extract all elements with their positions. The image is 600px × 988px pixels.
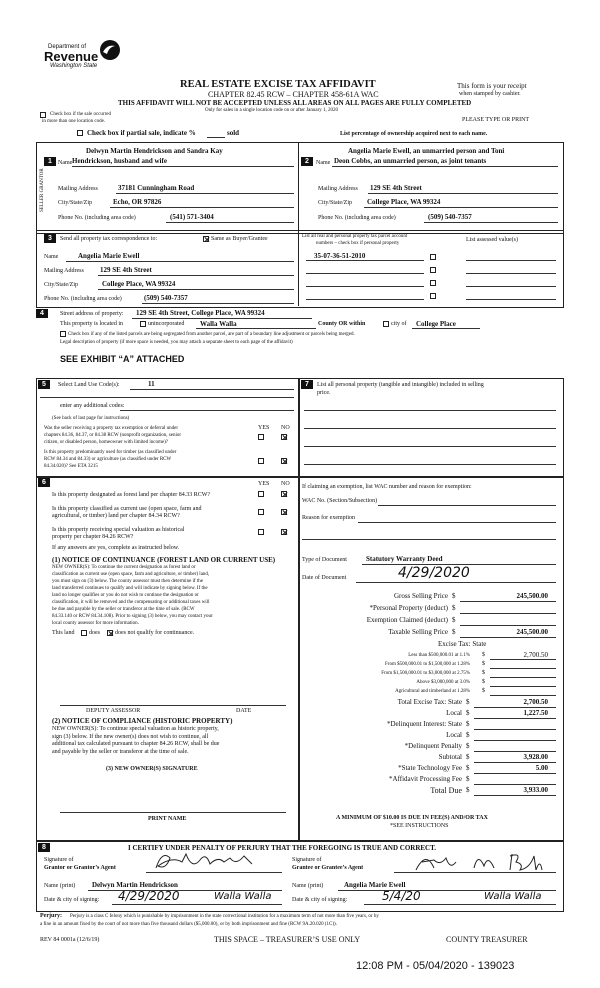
land-use-code[interactable]: 11 bbox=[148, 380, 155, 388]
tax-row-label: Taxable Selling Price bbox=[388, 628, 448, 636]
rev-number: REV 84 0001a (12/6/19) bbox=[40, 937, 100, 943]
section-6-number: 6 bbox=[38, 478, 50, 487]
grantee-print-name[interactable]: Angelia Marie Ewell bbox=[344, 881, 406, 889]
grantee-agent-label: Grantee or Grantee’s Agent bbox=[292, 865, 364, 871]
tax-total-label: Local bbox=[446, 709, 462, 717]
form-warning: THIS AFFIDAVIT WILL NOT BE ACCEPTED UNLESS ALL AREAS ON ALL PAGES ARE FULLY COMPLETED bbox=[118, 99, 472, 107]
buyer-name-label: Name bbox=[316, 160, 331, 166]
parcel-header1: List all real and personal property tax parcel account bbox=[302, 234, 408, 239]
parcel-personal-checkbox-2[interactable] bbox=[430, 267, 436, 273]
tax-total-dollar: $ bbox=[466, 709, 470, 717]
personal-property-label2: price. bbox=[317, 390, 331, 396]
grantor-agent-label: Grantor or Grantor’s Agent bbox=[44, 865, 116, 871]
buyer-phone-label: Phone No. (including area code) bbox=[318, 215, 396, 221]
notice1-line: classification as current use (open space, farm and agriculture, or timber) land, bbox=[52, 572, 210, 577]
s6-q2b: agricultural, or timber) land per chapter 84.34 RCW? bbox=[52, 513, 180, 519]
form-title: REAL ESTATE EXCISE TAX AFFIDAVIT bbox=[180, 79, 376, 90]
treasurer-only: THIS SPACE – TREASURER’S USE ONLY bbox=[214, 935, 361, 944]
notice1-line: classification, it will be removed and the compensating or additional taxes will bbox=[52, 600, 210, 605]
tax-total-value[interactable]: 5.00 bbox=[535, 764, 548, 772]
grantor-sig-of: Signature of bbox=[44, 857, 74, 863]
tax-total-label: Subtotal bbox=[438, 753, 462, 761]
partial-sale-label: Check box if partial sale, indicate % bbox=[87, 129, 196, 137]
tax-row-dollar: $ bbox=[452, 592, 456, 600]
lu-q1c: citizen, or disabled person, homeowner with limited income)? bbox=[44, 440, 168, 445]
county-treasurer: COUNTY TREASURER bbox=[446, 935, 528, 944]
tax-tier-dollar: $ bbox=[482, 652, 485, 658]
unincorporated-label: unincorporated bbox=[148, 321, 185, 327]
tax-total-dollar: $ bbox=[466, 698, 470, 706]
located-label: This property is located in bbox=[60, 321, 123, 327]
receipt-note1: This form is your receipt bbox=[457, 82, 527, 90]
doc-type-value[interactable]: Statutory Warranty Deed bbox=[366, 555, 443, 563]
notice2-line: sign (3) below. If the new owner(s) does not wish to continue, all bbox=[52, 733, 209, 740]
tax-total-dollar: $ bbox=[466, 775, 470, 783]
s6-q1: Is this property designated as forest land per chapter 84.33 RCW? bbox=[52, 492, 211, 498]
grantee-date-city-label: Date & city of signing: bbox=[292, 897, 348, 903]
tax-total-value[interactable]: 3,928.00 bbox=[523, 753, 548, 761]
grantee-city[interactable]: Walla Walla bbox=[484, 891, 542, 902]
tax-tier-value[interactable]: 2,700.50 bbox=[523, 651, 548, 659]
s6-yes: YES bbox=[258, 481, 270, 487]
buyer-mailing-value[interactable]: 129 SE 4th Street bbox=[370, 184, 422, 192]
tax-total-value[interactable]: 3,933.00 bbox=[523, 786, 548, 794]
buyer-name-line1: Angelia Marie Ewell, an unmarried person and Toni bbox=[348, 147, 505, 155]
minimum-note: A MINIMUM OF $10.00 IS DUE IN FEE(S) AND/OR TAX bbox=[336, 815, 488, 821]
section-5-number: 5 bbox=[38, 380, 50, 389]
seller-mailing-label: Mailing Address bbox=[58, 186, 98, 192]
city-of-label: city of bbox=[391, 321, 407, 327]
certify-statement: I CERTIFY UNDER PENALTY OF PERJURY THAT THE FOREGOING IS TRUE AND CORRECT. bbox=[128, 844, 437, 852]
seller-phone-value[interactable]: (541) 571-3404 bbox=[170, 213, 214, 221]
does-not-checkbox[interactable] bbox=[107, 630, 113, 636]
tax-total-dollar: $ bbox=[466, 764, 470, 772]
tax-row-value[interactable]: 245,500.00 bbox=[516, 628, 548, 636]
corr-name-label: Name bbox=[44, 254, 59, 260]
tax-total-dollar: $ bbox=[466, 720, 470, 728]
lu-q2-yes-checkbox[interactable] bbox=[258, 458, 264, 464]
notice1-line: land no longer qualifies or you do not wish to continue the designation or bbox=[52, 593, 199, 598]
perjury-line1: Perjury is a class C felony which is punishable by imprisonment in the state correctional institution for a maximum term of not more than five years, or by bbox=[70, 914, 379, 919]
lu-q1a: Was the seller receiving a property tax exemption or deferral under bbox=[44, 426, 178, 431]
s6-q3b: property per chapter 84.26 RCW? bbox=[52, 534, 134, 540]
wac-label: WAC No. (Section/Subsection) bbox=[302, 498, 378, 504]
deputy-date-label: DATE bbox=[236, 708, 252, 714]
segregated-label: Check box if any of the listed parcels are being segregated from another parcel, are part of a boundary line adjustment or parcels being merged. bbox=[68, 332, 355, 337]
dept-line3: Washington State bbox=[50, 63, 98, 69]
doc-date-label: Date of Document bbox=[302, 575, 347, 581]
form-subtitle: CHAPTER 82.45 RCW – CHAPTER 458-61A WAC bbox=[208, 90, 379, 99]
list-percentage-note: List percentage of ownership acquired next to each name. bbox=[340, 131, 488, 137]
buyer-city-value[interactable]: College Place, WA 99324 bbox=[367, 198, 441, 206]
lu-q2a: Is this property predominantly used for timber (as classified under bbox=[44, 450, 177, 455]
section-3-number: 3 bbox=[44, 234, 56, 243]
buyer-mailing-label: Mailing Address bbox=[318, 186, 358, 192]
tax-total-value[interactable]: 1,227.50 bbox=[523, 709, 548, 717]
receipt-note2: when stamped by cashier. bbox=[459, 91, 521, 97]
does-not-label: does not qualify for continuance. bbox=[115, 630, 195, 636]
exemption-label: If claiming an exemption, list WAC number and reason for exemption: bbox=[302, 484, 472, 490]
section-8-number: 8 bbox=[38, 843, 50, 852]
parcel-personal-checkbox-3[interactable] bbox=[430, 280, 436, 286]
seller-phone-label: Phone No. (including area code) bbox=[58, 215, 136, 221]
lu-q2-no-checkbox[interactable] bbox=[281, 458, 287, 464]
dor-logo bbox=[40, 38, 130, 74]
s6-q1-yes-checkbox[interactable] bbox=[258, 491, 264, 497]
tax-row-label: Exemption Claimed (deduct) bbox=[366, 616, 448, 624]
perjury-line2: a fine in an amount fixed by the court of not more than five thousand dollars ($5,000.00), or by both imprisonment and fine (RCW 9A.20.020 (1C)). bbox=[40, 922, 337, 927]
tax-row-dollar: $ bbox=[452, 616, 456, 624]
grantee-print-label: Name (print) bbox=[292, 883, 324, 889]
multi-location-checkbox[interactable] bbox=[40, 112, 46, 118]
please-type: PLEASE TYPE OR PRINT bbox=[462, 117, 530, 123]
tax-total-dollar: $ bbox=[466, 742, 470, 750]
notice1-line: land transferred continues to qualify and will indicate by signing below. If the bbox=[52, 586, 208, 591]
seller-name-line1: Delwyn Martin Hendrickson and Sandra Kay bbox=[86, 147, 223, 155]
additional-codes-label: enter any additional codes: bbox=[60, 403, 125, 409]
city-of-checkbox[interactable] bbox=[383, 321, 389, 327]
doc-date-value[interactable]: 4/29/2020 bbox=[398, 565, 470, 581]
legal-desc-label: Legal description of property (if more space is needed, you may attach a separate sheet to each page of the affidavit) bbox=[60, 340, 293, 345]
corr-phone-label: Phone No. (including area code) bbox=[44, 296, 122, 302]
s6-q2a: Is this property classified as current use (open space, farm and bbox=[52, 506, 202, 512]
tax-tier-dollar: $ bbox=[482, 679, 485, 685]
s6-q3-yes-checkbox[interactable] bbox=[258, 529, 264, 535]
seller-city-value[interactable]: Echo, OR 97826 bbox=[113, 198, 162, 206]
lu-q2b: RCW 84.34 and 84.33) or agriculture (as classified under RCW bbox=[44, 457, 172, 462]
grantor-date-city-label: Date & city of signing: bbox=[44, 897, 100, 903]
corr-mailing-value[interactable]: 129 SE 4th Street bbox=[100, 266, 152, 274]
see-instructions: *SEE INSTRUCTIONS bbox=[390, 823, 449, 829]
does-checkbox[interactable] bbox=[81, 630, 87, 636]
notice1-title: (1) NOTICE OF CONTINUANCE (FOREST LAND OR CURRENT USE) bbox=[52, 556, 276, 564]
multi-location-label2: in more than one location code. bbox=[42, 119, 106, 124]
tax-total-label: Total Due bbox=[430, 786, 462, 795]
notice2-line: and payable by the seller or transferor at the time of sale. bbox=[52, 748, 189, 755]
seller-name-label: Name bbox=[58, 160, 73, 166]
notice2-title: (2) NOTICE OF COMPLIANCE (HISTORIC PROPERTY) bbox=[52, 717, 233, 725]
tax-total-label: *Delinquent Penalty bbox=[404, 742, 462, 750]
s6-q2-no-checkbox[interactable] bbox=[281, 509, 287, 515]
parcel-personal-checkbox-4[interactable] bbox=[430, 293, 436, 299]
street-value[interactable]: 129 SE 4th Street, College Place, WA 99324 bbox=[136, 309, 265, 317]
grantor-city[interactable]: Walla Walla bbox=[214, 891, 272, 902]
tax-total-dollar: $ bbox=[466, 731, 470, 739]
s6-no: NO bbox=[281, 481, 290, 487]
tax-row-dollar: $ bbox=[452, 628, 456, 636]
parcel-number[interactable]: 35-07-36-51-2010 bbox=[314, 252, 366, 260]
s6-q2-yes-checkbox[interactable] bbox=[258, 509, 264, 515]
section-2-number: 2 bbox=[301, 157, 313, 166]
seller-name-line2: Hendrickson, husband and wife bbox=[72, 157, 167, 165]
tax-total-label: Total Excise Tax: State bbox=[397, 698, 462, 706]
partial-sale-sold: sold bbox=[227, 129, 240, 137]
new-owner-signature-label: (3) NEW OWNER(S) SIGNATURE bbox=[106, 766, 198, 772]
see-back-label: (See back of last page for instructions) bbox=[52, 416, 130, 421]
lu-q1b: chapters 84.36, 84.37, or 84.38 RCW (nonprofit organization, senior bbox=[44, 433, 182, 438]
street-label: Street address of property: bbox=[60, 311, 124, 317]
correspondence-label: Send all property tax correspondence to: bbox=[60, 236, 158, 242]
multi-location-label1: Check box if the sale occurred bbox=[50, 112, 111, 117]
tax-total-label: *State Technology Fee bbox=[398, 764, 462, 772]
partial-sale-checkbox[interactable] bbox=[77, 130, 83, 136]
s6-q1-no-checkbox[interactable] bbox=[281, 491, 287, 497]
land-use-label: Select Land Use Code(s): bbox=[58, 382, 120, 388]
single-location: Only for sales in a single location code on or after January 1, 2020 bbox=[205, 108, 339, 113]
tax-tier-dollar: $ bbox=[482, 670, 485, 676]
excise-state-label: Excise Tax: State bbox=[438, 640, 487, 648]
dept-line2: Revenue bbox=[44, 49, 99, 64]
unincorporated-checkbox[interactable] bbox=[140, 321, 146, 327]
land-use-yes: YES bbox=[258, 425, 270, 431]
grantor-print-name[interactable]: Delwyn Martin Hendrickson bbox=[92, 881, 178, 889]
section-1-number: 1 bbox=[44, 157, 56, 166]
tax-total-dollar: $ bbox=[466, 753, 470, 761]
buyer-phone-value[interactable]: (509) 540-7357 bbox=[428, 213, 472, 221]
s6-if-yes: If any answers are yes, complete as instructed below. bbox=[52, 545, 180, 551]
section-7-number: 7 bbox=[301, 380, 313, 389]
tax-row-label: *Personal Property (deduct) bbox=[369, 604, 448, 612]
print-name-label: PRINT NAME bbox=[148, 816, 187, 822]
tax-total-value[interactable]: 2,700.50 bbox=[523, 698, 548, 706]
tax-tier-label: From $500,000.01 to $1,500,000 at 1.28% bbox=[385, 662, 470, 667]
notice1-line: 84.33.140 or RCW 84.34.108). Prior to signing (3) below, you may contact your bbox=[52, 614, 213, 619]
grantor-print-label: Name (print) bbox=[44, 883, 76, 889]
lu-q1-no-checkbox[interactable] bbox=[281, 434, 287, 440]
tax-tier-dollar: $ bbox=[482, 661, 485, 667]
personal-property-label1: List all personal property (tangible and intangible) included in selling bbox=[317, 382, 484, 388]
notice1-line: local county assessor for more information. bbox=[52, 621, 139, 626]
tax-tier-label: Agricultural and timberland at 1.28% bbox=[395, 689, 470, 694]
tax-total-label: Local bbox=[446, 731, 462, 739]
this-land-label: This land bbox=[52, 630, 75, 636]
receipt-stamp: 12:08 PM - 05/04/2020 - 139023 bbox=[356, 960, 515, 972]
grantee-sig-of: Signature of bbox=[292, 857, 322, 863]
notice1-line: you must sign on (3) below. The county assessor must then determine if the bbox=[52, 579, 203, 584]
section-4-number: 4 bbox=[36, 309, 48, 318]
tax-tier-label: From $1,500,000.01 to $3,000,000 at 2.75% bbox=[381, 671, 470, 676]
notice1-line: NEW OWNER(S): To continue the current designation as forest land or bbox=[52, 565, 196, 570]
dor-logo-icon bbox=[98, 38, 122, 62]
s6-q3-no-checkbox[interactable] bbox=[281, 529, 287, 535]
buyer-name-line2: Deon Cobbs, an unmarried person, as joint tenants bbox=[334, 157, 487, 165]
lu-q2c: 84.34.020)? See ETA 3215 bbox=[44, 464, 98, 469]
lu-q1-yes-checkbox[interactable] bbox=[258, 434, 264, 440]
tax-tier-label: Above $3,000,000 at 3.0% bbox=[416, 680, 470, 685]
corr-name-value[interactable]: Angelia Marie Ewell bbox=[78, 252, 140, 260]
land-use-no: NO bbox=[281, 425, 290, 431]
segregated-checkbox[interactable] bbox=[60, 331, 66, 337]
tax-row-dollar: $ bbox=[452, 604, 456, 612]
corr-phone-value[interactable]: (509) 540-7357 bbox=[144, 294, 188, 302]
tax-row-label: Gross Selling Price bbox=[393, 592, 448, 600]
reason-label: Reason for exemption bbox=[302, 515, 355, 521]
seller-mailing-value[interactable]: 37181 Cunningham Road bbox=[118, 184, 195, 192]
dept-line1: Department of bbox=[48, 44, 87, 50]
parcel-header2: numbers – check box if personal property bbox=[316, 241, 400, 246]
perjury-label: Perjury: bbox=[40, 913, 62, 919]
s6-q3a: Is this property receiving special valuation as historical bbox=[52, 527, 185, 533]
grantee-date[interactable]: 5/4/20 bbox=[382, 889, 421, 903]
same-as-buyer-label: Same as Buyer/Grantee bbox=[211, 236, 268, 242]
notice2-line: NEW OWNER(S): To continue special valuation as historic property, bbox=[52, 726, 219, 732]
see-exhibit: SEE EXHIBIT “A” ATTACHED bbox=[60, 354, 185, 364]
corr-mailing-label: Mailing Address bbox=[44, 268, 84, 274]
tax-total-label: *Delinquent Interest: State bbox=[386, 720, 462, 728]
assessed-header: List assessed value(s) bbox=[466, 237, 518, 243]
buyer-city-label: City/State/Zip bbox=[318, 200, 352, 206]
grantee-signature[interactable] bbox=[412, 848, 552, 874]
grantor-date[interactable]: 4/29/2020 bbox=[118, 889, 180, 903]
tax-total-dollar: $ bbox=[466, 786, 470, 794]
tax-tier-label: Less than $500,000.01 at 1.1% bbox=[408, 653, 470, 658]
notice2-line: additional tax calculated pursuant to chapter 84.26 RCW, shall be due bbox=[52, 741, 220, 747]
tax-tier-dollar: $ bbox=[482, 688, 485, 694]
corr-city-label: City/State/Zip bbox=[44, 282, 78, 288]
notice1-line: be due and payable by the seller or transferor at the time of sale. (RCW bbox=[52, 607, 195, 612]
same-as-buyer-checkbox[interactable] bbox=[203, 236, 209, 242]
corr-city-value[interactable]: College Place, WA 99324 bbox=[102, 280, 176, 288]
parcel-personal-checkbox-1[interactable] bbox=[430, 254, 436, 260]
county-label: County OR within bbox=[318, 321, 366, 327]
deputy-assessor-label: DEPUTY ASSESSOR bbox=[86, 708, 141, 714]
county-value[interactable]: Walla Walla bbox=[200, 320, 237, 328]
tax-total-label: *Affidavit Processing Fee bbox=[389, 775, 462, 783]
grantor-signature[interactable] bbox=[152, 848, 272, 874]
city-value[interactable]: College Place bbox=[416, 320, 456, 328]
does-label: does bbox=[89, 630, 100, 636]
seller-city-label: City/State/Zip bbox=[58, 200, 92, 206]
doc-type-label: Type of Document bbox=[302, 557, 347, 563]
tax-row-value[interactable]: 245,500.00 bbox=[516, 592, 548, 600]
